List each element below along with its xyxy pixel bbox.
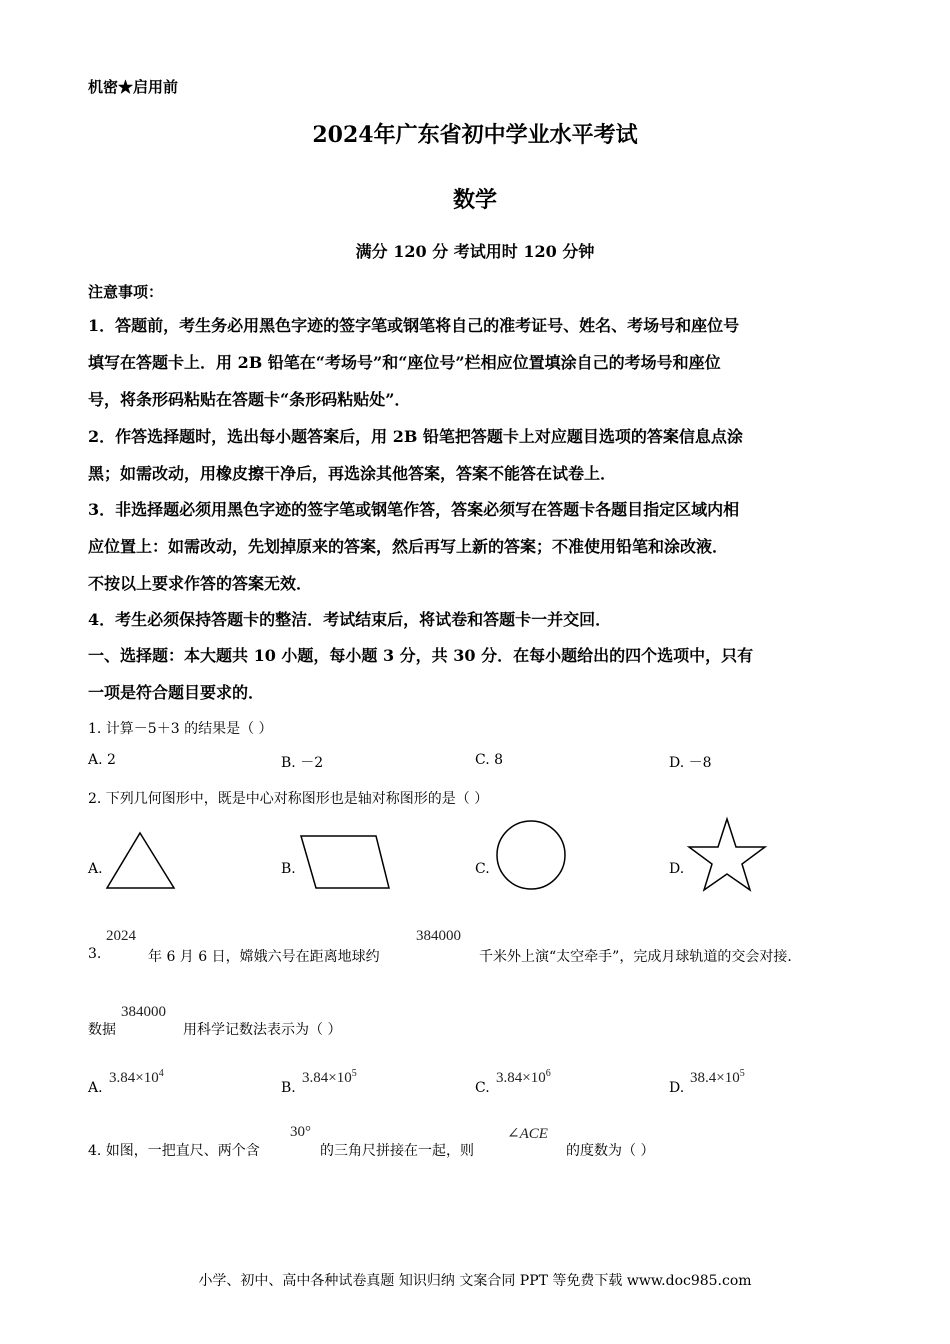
q3-option-a-label: A. xyxy=(88,1080,103,1096)
notes-line: 不按以上要求作答的答案无效． xyxy=(88,574,313,593)
q3-text-3: 用科学记数法表示为（ ） xyxy=(183,1022,342,1038)
notes-line: 2．作答选择题时，选出每小题答案后，用 2B 铅笔把答题卡上对应题目选项的答案信息点涂 xyxy=(88,427,743,446)
exam-info: 满分 120 分 考试用时 120 分钟 xyxy=(355,242,595,261)
q1-option-a: A. 2 xyxy=(88,752,116,768)
question-2-stem: 2. 下列几何图形中，既是中心对称图形也是轴对称图形的是（ ） xyxy=(88,791,489,807)
q4-angle-name: ∠ACE xyxy=(507,1126,548,1142)
question-4-text-3: 的度数为（ ） xyxy=(566,1143,655,1159)
parallelogram-figure xyxy=(298,833,392,891)
notes-line: 应位置上：如需改动，先划掉原来的答案，然后再写上新的答案；不准使用铅笔和涂改液． xyxy=(88,537,729,556)
q3-option-b-label: B. xyxy=(281,1080,296,1096)
q3-option-d-label: D. xyxy=(669,1080,685,1096)
q2-option-a: A. xyxy=(88,861,103,877)
q3-option-a-value: $3.84\times 10^4$ xyxy=(109,1068,164,1086)
q2-option-d: D. xyxy=(669,861,685,877)
subject-title: 数学 xyxy=(452,187,497,213)
notes-line: 黑；如需改动，用橡皮擦干净后，再选涂其他答案，答案不能答在试卷上． xyxy=(88,464,617,483)
notes-line: 号，将条形码粘贴在答题卡“条形码粘贴处”． xyxy=(88,390,411,409)
q1-option-b: B. －2 xyxy=(281,755,324,771)
q3-data-value: 384000 xyxy=(121,1004,166,1020)
q3-year: 2024 xyxy=(106,928,136,944)
notes-line: 3．非选择题必须用黑色字迹的签字笔或钢笔作答，答案必须写在答题卡各题目指定区域内相 xyxy=(88,500,740,519)
q3-option-d-value: $38.4\times 10^5$ xyxy=(690,1068,745,1086)
q3-option-b-value: $3.84\times 10^5$ xyxy=(302,1068,357,1086)
star-figure xyxy=(686,816,768,892)
q1-option-d: D. －8 xyxy=(669,755,712,771)
q1-option-c: C. 8 xyxy=(475,752,504,768)
q3-text-2: 千米外上演“太空牵手”，完成月球轨道的交会对接． xyxy=(479,949,802,965)
q2-option-c: C. xyxy=(475,861,490,877)
q3-prefix: 数据 xyxy=(88,1022,116,1038)
notes-heading: 注意事项： xyxy=(88,283,164,301)
question-4-text-2: 的三角尺拼接在一起，则 xyxy=(320,1143,474,1159)
q2-option-b: B. xyxy=(281,861,296,877)
q3-option-c-value: $3.84\times 10^6$ xyxy=(496,1068,551,1086)
section-heading: 一、选择题：本大题共 10 小题，每小题 3 分，共 30 分．在每小题给出的四个选项中，只有 xyxy=(88,646,754,665)
q3-text-1: 年 6 月 6 日，嫦娥六号在距离地球约 xyxy=(148,949,380,965)
notes-line: 1．答题前，考生务必用黑色字迹的签字笔或钢笔将自己的准考证号、姓名、考场号和座位号 xyxy=(88,316,740,335)
notes-line: 4．考生必须保持答题卡的整洁．考试结束后，将试卷和答题卡一并交回． xyxy=(88,610,612,629)
circle-figure xyxy=(493,818,569,892)
section-heading-cont: 一项是符合题目要求的． xyxy=(88,683,265,702)
question-1-stem: 1. 计算－5＋3 的结果是（ ） xyxy=(88,721,273,737)
notes-line: 填写在答题卡上．用 2B 铅笔在“考场号”和“座位号”栏相应位置填涂自己的考场号和座位 xyxy=(88,353,721,372)
question-4-text-1: 4. 如图，一把直尺、两个含 xyxy=(88,1143,260,1159)
confidential-label: 机密★启用前 xyxy=(88,78,179,96)
q3-number: 3. xyxy=(88,946,102,962)
q3-option-c-label: C. xyxy=(475,1080,490,1096)
q4-angle: 30° xyxy=(290,1124,311,1140)
q3-distance: 384000 xyxy=(416,928,461,944)
page-footer: 小学、初中、高中各种试卷真题 知识归纳 文案合同 PPT 等免费下载 www.doc985.com xyxy=(198,1273,752,1289)
triangle-figure xyxy=(104,830,176,892)
exam-title: 2024年广东省初中学业水平考试 xyxy=(312,122,638,148)
